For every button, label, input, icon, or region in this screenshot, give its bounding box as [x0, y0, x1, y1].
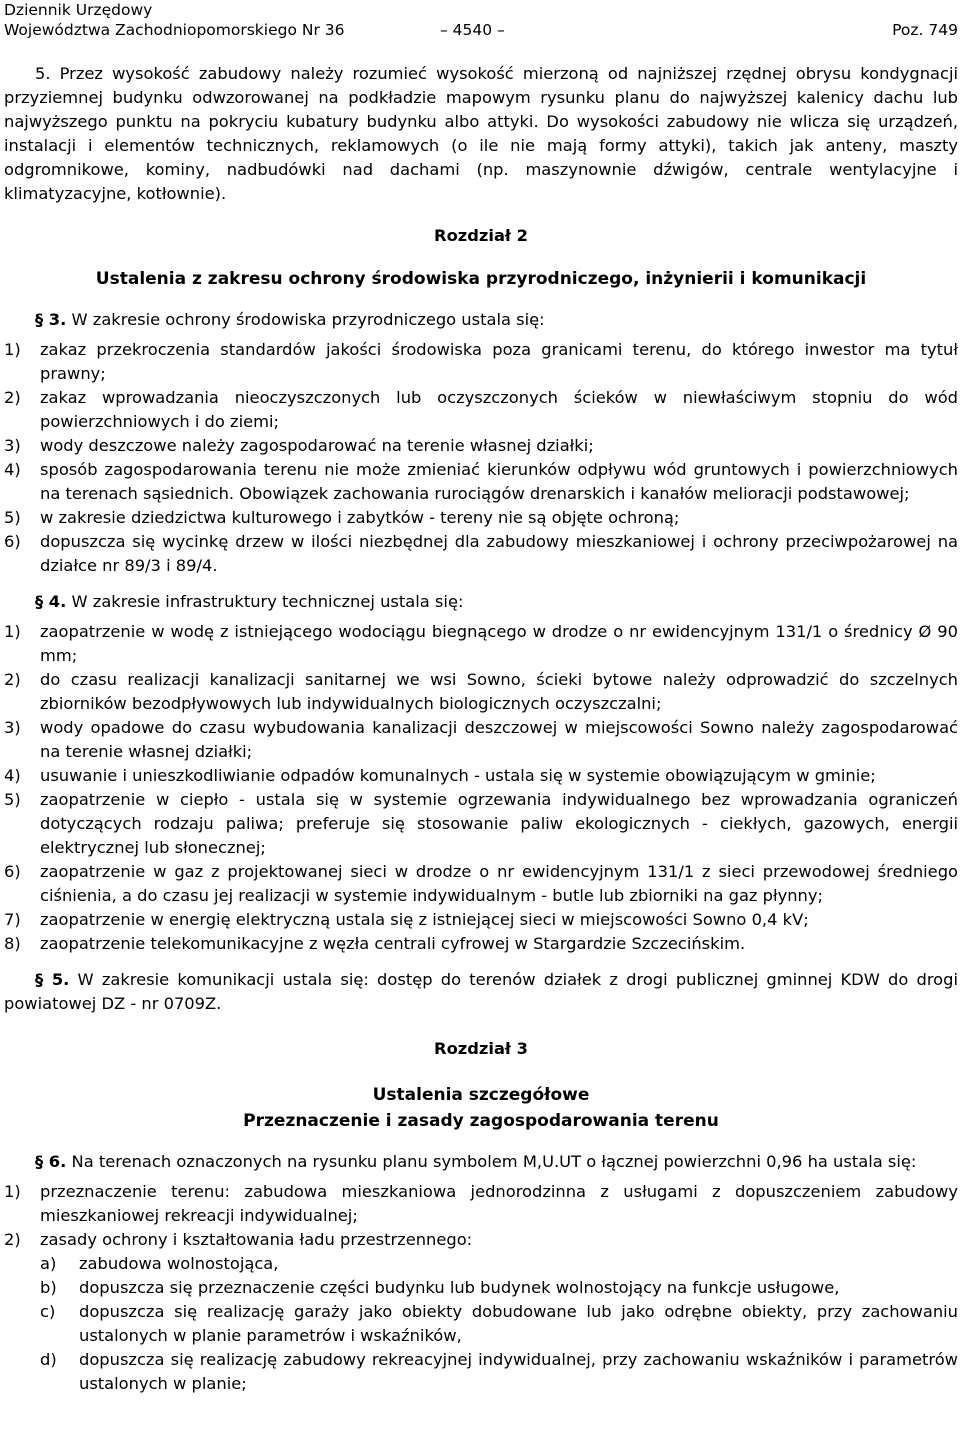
- paragraph-5: 5. Przez wysokość zabudowy należy rozumieć wysokość mierzoną od najniższej rzędnej obrysu kondygnacji przyziemnej budynku odwzorowanej na podkładzie mapowym rysunku planu do najwyższej kalenicy dachu lub najwyższego punktu na pokryciu kubatury budynku albo attyki. Do wysokości zabudowy nie wlicza się urządzeń, instalacji i elementów technicznych, reklamowych (o ile nie mają formy attyki), takich jak anteny, maszty odgromnikowe, kominy, nadbudówki nad dachami (np. maszynownie dźwigów, centrale wentylacyjne i klimatyzacyjne, kotłownie).: [4, 64, 958, 203]
- journal-title: Dziennik Urzędowy Województwa Zachodniopomorskiego Nr 36: [4, 1, 345, 39]
- list-item: 2) do czasu realizacji kanalizacji sanitarnej we wsi Sowno, ścieki bytowe należy odprowadzić do szczelnych zbiorników bezodpływowych lub indywidualnych biologicznych oczyszczalni;: [4, 670, 958, 713]
- section-5: § 5. W zakresie komunikacji ustala się: dostęp do terenów działek z drogi publicznej gminnej KDW do drogi powiatowej DZ - nr 0709Z.: [4, 970, 958, 1013]
- list-item: 7) zaopatrzenie w energię elektryczną ustala się z istniejącej sieci w miejscowości Sowno 0,4 kV;: [4, 910, 809, 929]
- page-number: – 4540 –: [440, 21, 505, 39]
- sub-list-item: d) dopuszcza się realizację zabudowy rekreacyjnej indywidualnej, przy zachowaniu wskaźników i parametrów ustalonych w planie;: [40, 1350, 958, 1393]
- chapter-3-subtitle-1: Ustalenia szczegółowe: [372, 1085, 590, 1105]
- section-6-mark: § 6.: [35, 1152, 67, 1171]
- list-item: 3) wody deszczowe należy zagospodarować na terenie własnej działki;: [4, 436, 594, 455]
- section-5-mark: § 5.: [35, 970, 70, 989]
- sub-list-item: a) zabudowa wolnostojąca,: [40, 1254, 279, 1273]
- section-3-intro: § 3. W zakresie ochrony środowiska przyrodniczego ustala się:: [35, 310, 545, 329]
- list-item: 3) wody opadowe do czasu wybudowania kanalizacji deszczowej w miejscowości Sowno należy zagospodarować na terenie własnej działki;: [4, 718, 958, 761]
- list-item: 4) usuwanie i unieszkodliwianie odpadów komunalnych - ustala się w systemie obowiązującym w gminie;: [4, 766, 876, 785]
- section-4-mark: § 4.: [35, 592, 67, 611]
- section-6-list: [4, 1180, 958, 1396]
- list-item: 6) zaopatrzenie w gaz z projektowanej sieci w drodze o nr ewidencyjnym 131/1 z sieci przewodowej średniego ciśnienia, a do czasu jej realizacji w systemie indywidualnym - butle lub zbiorniki na gaz płynny;: [4, 862, 958, 905]
- list-item: 5) w zakresie dziedzictwa kulturowego i zabytków - tereny nie są objęte ochroną;: [4, 508, 680, 527]
- list-item: 2) zakaz wprowadzania nieoczyszczonych lub oczyszczonych ścieków w niewłaściwym stopniu do wód powierzchniowych i do ziemi;: [4, 388, 958, 431]
- chapter-3-subtitle-2: Przeznaczenie i zasady zagospodarowania terenu: [243, 1111, 719, 1131]
- section-6-intro: § 6. Na terenach oznaczonych na rysunku planu symbolem M,U.UT o łącznej powierzchni 0,96 ha ustala się:: [35, 1152, 917, 1171]
- list-item: 2) zasady ochrony i kształtowania ładu przestrzennego:: [4, 1230, 473, 1249]
- page-header: [4, 0, 958, 44]
- list-item: 1) zakaz przekroczenia standardów jakości środowiska poza granicami terenu, do którego inwestor ma tytuł prawny;: [4, 340, 958, 383]
- list-item: 6) dopuszcza się wycinkę drzew w ilości niezbędnej dla zabudowy mieszkaniowej i ochrony przeciwpożarowej na działce nr 89/3 i 89/4.: [4, 532, 958, 575]
- section-3-list: [4, 338, 958, 578]
- chapter-2-subtitle: Ustalenia z zakresu ochrony środowiska przyrodniczego, inżynierii i komunikacji: [95, 269, 867, 289]
- list-item: 4) sposób zagospodarowania terenu nie może zmieniać kierunków odpływu wód gruntowych i powierzchniowych na terenach sąsiednich. Obowiązek zachowania rurociągów drenarskich i kanałów melioracji podstawowej;: [4, 460, 958, 503]
- chapter-3-title: Rozdział 3: [434, 1039, 528, 1058]
- list-item: 1) zaopatrzenie w wodę z istniejącego wodociągu biegnącego w drodze o nr ewidencyjnym 131/1 o średnicy Ø 90 mm;: [4, 622, 958, 665]
- sub-list-item: c) dopuszcza się realizację garaży jako obiekty dobudowane lub jako odrębne obiekty, przy zachowaniu ustalonych w planie parametrów i wskaźników,: [40, 1302, 958, 1345]
- sub-list-item: b) dopuszcza się przeznaczenie części budynku lub budynek wolnostojący na funkcje usługowe,: [40, 1278, 840, 1297]
- list-item: 8) zaopatrzenie telekomunikacyjne z węzła centrali cyfrowej w Stargardzie Szczecińskim.: [4, 934, 746, 953]
- section-4-intro: § 4. W zakresie infrastruktury technicznej ustala się:: [35, 592, 464, 611]
- section-4-list: [4, 620, 958, 956]
- chapter-2-title: Rozdział 2: [434, 226, 528, 245]
- list-item: 5) zaopatrzenie w ciepło - ustala się w systemie ogrzewania indywidualnego bez wprowadzania ograniczeń dotyczących rodzaju paliwa; preferuje się stosowanie paliw ekologicznych - ciekłych, gazowych, energii elektrycznej lub słonecznej;: [4, 790, 958, 857]
- list-item: 1) przeznaczenie terenu: zabudowa mieszkaniowa jednorodzinna z usługami z dopuszczeniem zabudowy mieszkaniowej rekreacji indywidualnej;: [4, 1182, 958, 1225]
- position-number: Poz. 749: [892, 21, 958, 39]
- document-page: [4, 0, 958, 1396]
- section-3-mark: § 3.: [35, 310, 67, 329]
